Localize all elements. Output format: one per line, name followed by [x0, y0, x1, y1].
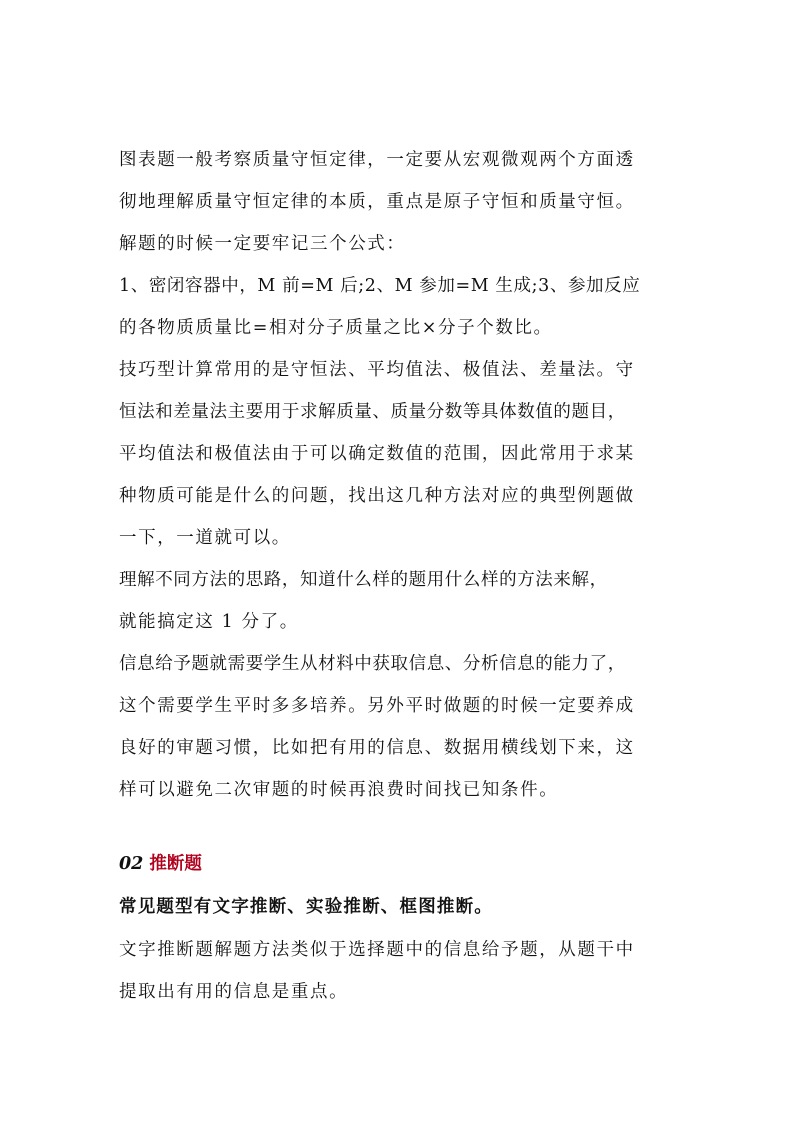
paragraph-line: 良好的审题习惯，比如把有用的信息、数据用横线划下来，这 — [119, 738, 635, 758]
paragraph-line: 种物质可能是什么的问题，找出这几种方法对应的典型例题做 — [119, 486, 635, 506]
paragraph-line: 文字推断题解题方法类似于选择题中的信息给予题，从题干中 — [119, 940, 635, 960]
paragraph-line: 就能搞定这 1 分了。 — [119, 612, 299, 632]
section-subtitle: 常见题型有文字推断、实验推断、框图推断。 — [119, 897, 493, 917]
paragraph-line: 这个需要学生平时多多培养。另外平时做题的时候一定要养成 — [119, 696, 635, 716]
paragraph-line: 的各物质质量比=相对分子质量之比×分子个数比。 — [119, 318, 553, 338]
section-heading — [119, 852, 202, 876]
paragraph-line: 一下，一道就可以。 — [119, 528, 291, 548]
paragraph-line: 彻地理解质量守恒定律的本质，重点是原子守恒和质量守恒。 — [119, 192, 635, 212]
paragraph-line: 提取出有用的信息是重点。 — [119, 982, 349, 1002]
paragraph-line: 样可以避免二次审题的时候再浪费时间找已知条件。 — [119, 780, 559, 800]
section-title: 推断题 — [149, 854, 202, 874]
paragraph-line: 图表题一般考察质量守恒定律，一定要从宏观微观两个方面透 — [119, 150, 635, 170]
paragraph-line: 解题的时候一定要牢记三个公式： — [119, 234, 406, 254]
paragraph-line: 技巧型计算常用的是守恒法、平均值法、极值法、差量法。守 — [119, 360, 635, 380]
paragraph-line: 平均值法和极值法由于可以确定数值的范围，因此常用于求某 — [119, 444, 635, 464]
paragraph-line: 恒法和差量法主要用于求解质量、质量分数等具体数值的题目， — [119, 402, 626, 422]
section-number: 02 — [119, 854, 144, 874]
paragraph-line: 1、密闭容器中，M 前=M 后;2、M 参加=M 生成;3、参加反应 — [119, 276, 641, 296]
paragraph-line: 信息给予题就需要学生从材料中获取信息、分析信息的能力了， — [119, 654, 626, 674]
paragraph-line: 理解不同方法的思路，知道什么样的题用什么样的方法来解， — [119, 570, 608, 590]
